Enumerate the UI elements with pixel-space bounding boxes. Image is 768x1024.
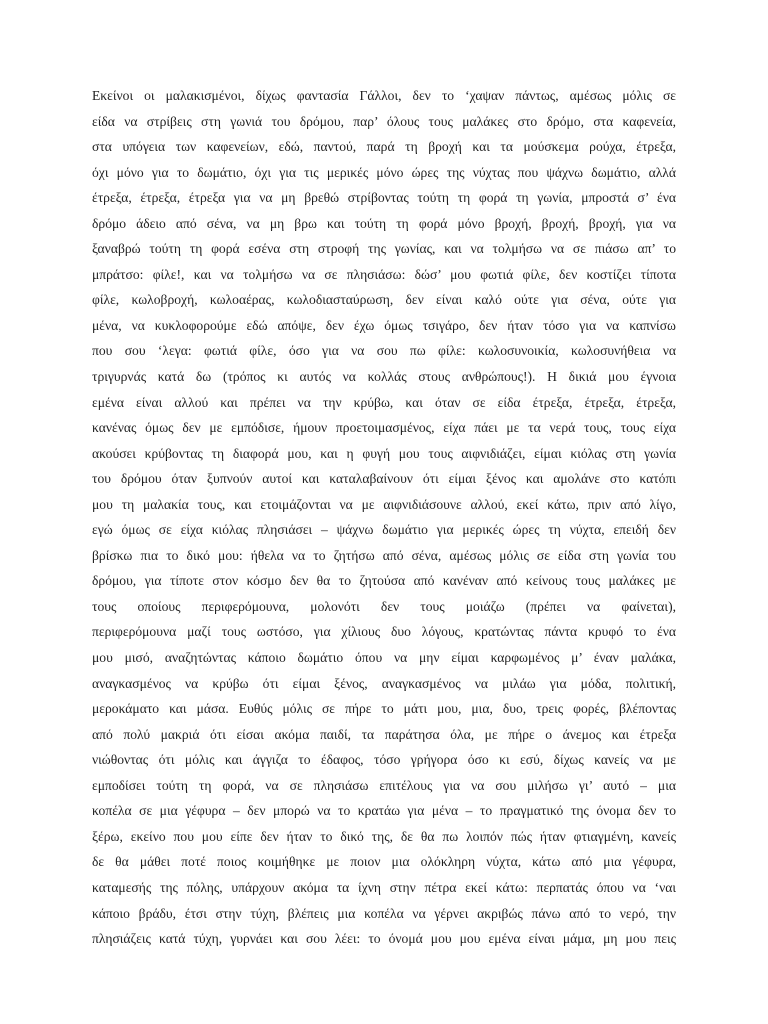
text-line: εμένα είναι αλλού και πρέπει να την κρύβω, και όταν σε είδα έτρεξα, έτρεξα, έτρεξα, bbox=[92, 394, 676, 410]
text-line: είδα να στρίβεις στη γωνιά του δρόμου, παρ’ όλους τους μαλάκες στο δρόμο, στα καφενεία, bbox=[92, 113, 676, 129]
document-body bbox=[92, 83, 676, 952]
text-line: μου τη μαλακία τους, και ετοιμάζονται να με αιφνιδιάσουνε αλλού, εκεί κάτω, πριν από λίγο, bbox=[92, 496, 676, 512]
text-line: που σου ‘λεγα: φωτιά φίλε, όσο για να σου πω φίλε: κωλοσυνοικία, κωλοσυνήθεια να bbox=[92, 343, 676, 359]
text-line: κανένας όμως δεν με εμπόδισε, ήμουν προετοιμασμένος, είχα πάει με τα νερά τους, τους είχα bbox=[92, 420, 676, 436]
text-line: αναγκασμένος να κρύβω ότι είμαι ξένος, αναγκασμένος να μιλάω για μόδα, πολιτική, bbox=[92, 675, 676, 691]
text-line: στα υπόγεια των καφενείων, εδώ, παντού, παρά τη βροχή και τα μούσκεμα ρούχα, έτρεξα, bbox=[92, 139, 676, 155]
text-line: εμποδίσει τούτη τη φορά, να σε πλησιάσω επιτέλους για να σου μιλήσω γι’ αυτό – μια bbox=[92, 777, 676, 793]
text-line: τους οποίους περιφερόμουνα, μολονότι δεν τους μοιάζω (πρέπει να φαίνεται), bbox=[92, 598, 676, 614]
text-line: εγώ όμως σε είχα κιόλας πλησιάσει – ψάχνω δωμάτιο για μερικές ώρες τη νύχτα, επειδή δεν bbox=[92, 522, 676, 538]
text-line: έτρεξα, έτρεξα, έτρεξα για να μη βρεθώ στρίβοντας τούτη τη φορά τη γωνία, μπροστά σ’ ένα bbox=[92, 190, 676, 206]
text-line: μεροκάματο και μάσα. Ευθύς μόλις σε πήρε το μάτι μου, μια, δυο, τρεις φορές, βλέποντας bbox=[92, 701, 676, 717]
text-line: καταμεσής της πόλης, υπάρχουν ακόμα τα ίχνη στην πέτρα εκεί κάτω: περπατάς όπου να ‘ναι bbox=[92, 879, 676, 895]
text-line: ξαναβρώ τούτη τη φορά εσένα στη στροφή της γωνίας, και να τολμήσω να σε πιάσω απ’ το bbox=[92, 241, 676, 257]
text-line: δρόμου, για τίποτε στον κόσμο δεν θα το ζητούσα από κανέναν από κείνους τους μαλάκες με bbox=[92, 573, 676, 589]
text-line: νιώθοντας ότι μόλις και άγγιζα το έδαφος, τόσο γρήγορα όσο κι εσύ, δίχως κανείς να με bbox=[92, 752, 676, 768]
text-line: μένα, να κυκλοφορούμε εδώ απόψε, δεν έχω όμως τσιγάρο, δεν ήταν τόσο για να καπνίσω bbox=[92, 317, 676, 333]
text-line: μου μισό, αναζητώντας κάποιο δωμάτιο όπου να μην είμαι καρφωμένος μ’ έναν μαλάκα, bbox=[92, 650, 676, 666]
text-line: από πολύ μακριά ότι είσαι ακόμα παιδί, τα παράτησα όλα, με πήρε ο άνεμος και έτρεξα bbox=[92, 726, 676, 742]
text-line: του δρόμου όταν ξυπνούν αυτοί και καταλαβαίνουν ότι είμαι ξένος και αμολάνε στο κατόπι bbox=[92, 471, 676, 487]
text-line: Εκείνοι οι μαλακισμένοι, δίχως φαντασία Γάλλοι, δεν το ‘χαψαν πάντως, αμέσως μόλις σε bbox=[92, 88, 676, 103]
text-line: όχι μόνο για το δωμάτιο, όχι για τις μερικές μόνο ώρες της νύχτας που ψάχνω δωμάτιο, αλλά bbox=[92, 164, 676, 180]
text-line: κάποιο βράδυ, έτσι στην τύχη, βλέπεις μια κοπέλα να γέρνει ακριβώς πάνω από το νερό, την bbox=[92, 905, 676, 921]
text-line: βρίσκω πια το δικό μου: ήθελα να το ζητήσω από σένα, αμέσως μόλις σε είδα στη γωνία του bbox=[92, 547, 676, 563]
text-line: δε θα μάθει ποτέ ποιος κοιμήθηκε με ποιον μια ολόκληρη νύχτα, κάτω από μια γέφυρα, bbox=[92, 854, 676, 870]
text-line: δρόμο άδειο από σένα, να μη βρω και τούτη τη φορά μόνο βροχή, βροχή, βροχή, για να bbox=[92, 215, 676, 231]
text-line: ξέρω, εκείνο που μου είπε δεν ήταν το δικό της, δε θα πω λοιπόν πώς ήταν φτιαγμένη, κανείς bbox=[92, 828, 676, 844]
text-line: μπράτσο: φίλε!, και να τολμήσω να σε πλησιάσω: δώσ’ μου φωτιά φίλε, δεν κοστίζει τίποτα bbox=[92, 266, 676, 282]
text-line: τριγυρνάς κατά δω (τρόπος κι αυτός να κολλάς στους ανθρώπους!). Η δικιά μου έγνοια bbox=[92, 369, 676, 385]
text-line: περιφερόμουνα μαζί τους ωστόσο, για χίλιους δυο λόγους, κρατώντας πάντα κρυφό το ένα bbox=[92, 624, 676, 640]
text-line: κοπέλα σε μια γέφυρα – δεν μπορώ να το κρατάω για μένα – το πραγματικό της όνομα δεν το bbox=[92, 803, 676, 819]
text-line: ακούσει κρύβοντας τη διαφορά μου, και η φυγή μου τους αιφνιδιάζει, είμαι κιόλας στη γωνία bbox=[92, 445, 676, 461]
text-line: φίλε, κωλοβροχή, κωλοαέρας, κωλοδιασταύρωση, δεν είναι καλό ούτε για σένα, ούτε για bbox=[92, 292, 676, 308]
text-line: πλησιάζεις κατά τύχη, γυρνάει και σου λέει: το όνομά μου μου εμένα είναι μάμα, μη μου πεις bbox=[92, 931, 676, 947]
